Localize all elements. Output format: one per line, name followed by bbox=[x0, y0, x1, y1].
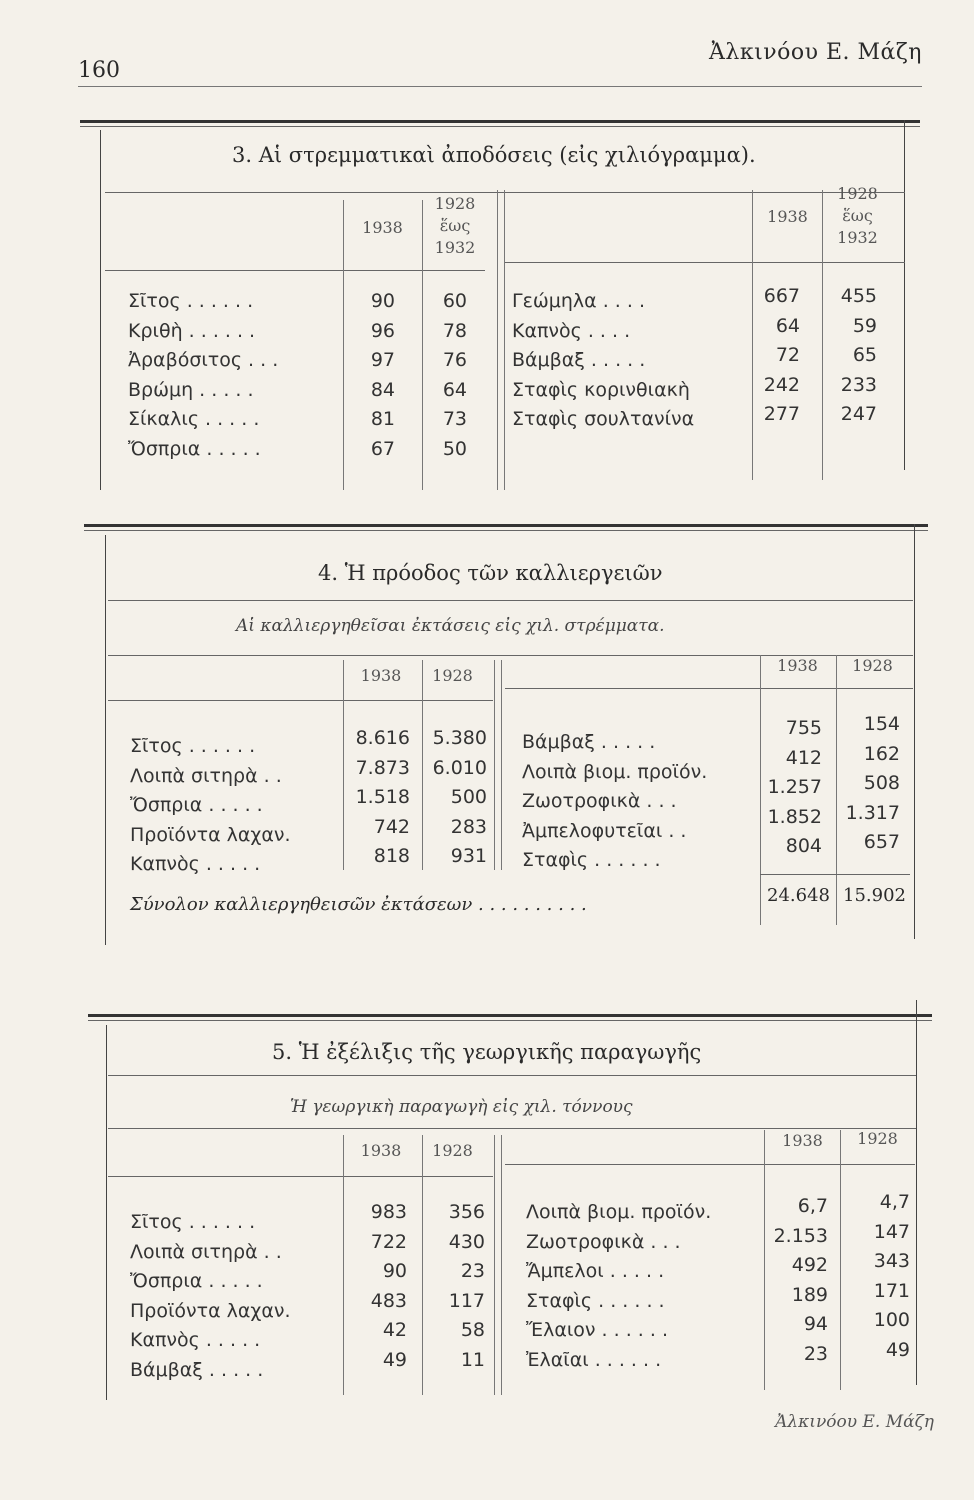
col-divider bbox=[422, 1135, 423, 1395]
subtitle-rule bbox=[108, 1128, 916, 1129]
cell-value: 117 bbox=[448, 1289, 485, 1312]
table-row: Σταφὶς σουλτανίνα bbox=[512, 408, 695, 430]
col-1928-1932-left: 1928 ἕως 1932 bbox=[434, 194, 476, 257]
right-border bbox=[916, 1000, 917, 1385]
top-rule-thin bbox=[80, 126, 920, 127]
top-rule-thin bbox=[84, 530, 928, 531]
cell-value: 1.317 bbox=[845, 801, 900, 824]
row-labels-right bbox=[526, 1198, 711, 1375]
cell-value: 49 bbox=[382, 1348, 407, 1371]
row-labels-left bbox=[130, 1208, 291, 1385]
col-1928-1932-right: 1928 ἕως 1932 bbox=[837, 184, 878, 247]
col-divider bbox=[501, 660, 502, 870]
table-row: Καπνὸς . . . . . bbox=[130, 1329, 261, 1351]
col-1938-left: 1938 bbox=[360, 666, 402, 685]
cell-value: 11 bbox=[460, 1348, 485, 1371]
cell-value: 50 bbox=[442, 437, 467, 460]
values-1938-right bbox=[764, 1192, 828, 1369]
running-header-author: Ἀλκινόου Ε. Μάζη bbox=[709, 40, 922, 65]
header-rule-right bbox=[505, 688, 913, 689]
total-rule bbox=[760, 874, 910, 875]
table-row: Καπνὸς . . . . bbox=[512, 319, 631, 342]
table-row: Σταφὶς κορινθιακὴ bbox=[512, 378, 690, 401]
cell-value: 508 bbox=[863, 772, 900, 794]
cell-value: 247 bbox=[840, 403, 877, 425]
cell-value: 60 bbox=[442, 290, 467, 312]
header-rule-right bbox=[505, 1164, 915, 1165]
table-row: Βάμβαξ . . . . . bbox=[522, 731, 656, 753]
col-divider bbox=[422, 200, 423, 490]
cell-value: 983 bbox=[370, 1201, 407, 1223]
cell-value: 1.518 bbox=[355, 786, 410, 808]
total-1928: 15.902 bbox=[843, 885, 906, 906]
col-1928-right: 1928 bbox=[857, 1129, 898, 1148]
cell-value: 81 bbox=[370, 408, 395, 430]
table-row: Ζωοτροφικὰ . . . bbox=[522, 790, 677, 812]
col-1938-right: 1938 bbox=[777, 656, 818, 675]
cell-value: 23 bbox=[803, 1342, 828, 1365]
header-rule-left bbox=[105, 270, 485, 271]
cell-value: 500 bbox=[450, 786, 487, 808]
values-1928-right bbox=[838, 710, 900, 858]
cell-value: 1.257 bbox=[767, 776, 822, 798]
table-row: Ὄσπρια . . . . . bbox=[130, 1270, 263, 1292]
section-5-subtitle: Ἡ γεωργικὴ παραγωγὴ εἰς χιλ. τόννους bbox=[290, 1097, 633, 1117]
table-row: Σταφὶς . . . . . . bbox=[526, 1289, 665, 1312]
col-divider bbox=[836, 655, 837, 925]
total-1938: 24.648 bbox=[767, 885, 830, 906]
cell-value: 8.616 bbox=[355, 727, 410, 749]
col-1938-left: 1938 bbox=[362, 218, 403, 237]
row-labels-left bbox=[130, 732, 291, 880]
values-range-right bbox=[825, 282, 877, 430]
cell-value: 242 bbox=[763, 373, 800, 396]
col-divider bbox=[422, 660, 423, 870]
values-1928-right bbox=[842, 1188, 910, 1365]
cell-value: 23 bbox=[460, 1260, 485, 1282]
cell-value: 283 bbox=[450, 815, 487, 838]
values-1938-right bbox=[762, 714, 822, 862]
table-row: Καπνὸς . . . . . bbox=[130, 853, 261, 875]
top-rule-thin bbox=[88, 1020, 932, 1021]
cell-value: 657 bbox=[863, 831, 900, 853]
page-number: 160 bbox=[78, 58, 120, 83]
cell-value: 818 bbox=[373, 845, 410, 867]
header-rule-right bbox=[505, 262, 905, 263]
table-row: Σῖτος . . . . . . bbox=[130, 1211, 256, 1233]
cell-value: 90 bbox=[370, 290, 395, 312]
col-divider bbox=[501, 1135, 502, 1395]
cell-value: 84 bbox=[370, 378, 395, 401]
header-rule-top bbox=[105, 192, 905, 193]
cell-value: 162 bbox=[863, 742, 900, 765]
section-5-title: 5. Ἡ ἐξέλιξις τῆς γεωργικῆς παραγωγῆς bbox=[272, 1040, 702, 1064]
cell-value: 6,7 bbox=[797, 1195, 828, 1217]
table-row: Ἄμπελοι . . . . . bbox=[526, 1260, 665, 1282]
header-rule-left bbox=[108, 700, 493, 701]
row-labels-left bbox=[128, 287, 278, 464]
table-row: Προϊόντα λαχαν. bbox=[130, 1299, 291, 1322]
cell-value: 147 bbox=[873, 1220, 910, 1243]
section-4-title: 4. Ἡ πρόοδος τῶν καλλιεργειῶν bbox=[318, 561, 663, 585]
col-divider bbox=[494, 660, 495, 870]
col-divider bbox=[497, 190, 498, 490]
table-row: Σῖτος . . . . . . bbox=[130, 735, 256, 757]
footer-author: Ἀλκινόου Ε. Μάζη bbox=[775, 1412, 934, 1432]
table-row: Κριθὴ . . . . . . bbox=[128, 319, 256, 342]
cell-value: 78 bbox=[442, 319, 467, 342]
section-4-subtitle: Αἱ καλλιεργηθεῖσαι ἐκτάσεις εἰς χιλ. στρέμματα. bbox=[236, 616, 665, 636]
cell-value: 58 bbox=[460, 1319, 485, 1341]
col-divider bbox=[343, 1135, 344, 1395]
cell-value: 76 bbox=[442, 349, 467, 371]
cell-value: 96 bbox=[370, 319, 395, 342]
cell-value: 97 bbox=[370, 349, 395, 371]
table-row: Ἀμπελοφυτεῖαι . . bbox=[522, 819, 687, 842]
row-labels-right bbox=[522, 728, 707, 876]
values-1938-left bbox=[345, 724, 410, 872]
cell-value: 72 bbox=[775, 344, 800, 366]
table-row: Ἀραβόσιτος . . . bbox=[128, 349, 279, 371]
table-row: Ὄσπρια . . . . . bbox=[130, 794, 263, 816]
cell-value: 931 bbox=[450, 845, 487, 867]
table-row: Σταφὶς . . . . . . bbox=[522, 849, 661, 871]
values-1938-left bbox=[345, 287, 395, 464]
left-border bbox=[105, 535, 106, 945]
table-row: Βάμβαξ . . . . . bbox=[130, 1358, 264, 1381]
top-rule bbox=[84, 524, 928, 527]
values-1928-left bbox=[425, 1198, 485, 1375]
cell-value: 5.380 bbox=[432, 727, 487, 749]
col-divider bbox=[840, 1130, 841, 1390]
cell-value: 67 bbox=[370, 437, 395, 460]
header-rule bbox=[78, 86, 922, 87]
row-labels-right bbox=[512, 287, 694, 435]
values-range-left bbox=[425, 287, 467, 464]
left-border bbox=[100, 130, 101, 490]
col-1928-right: 1928 bbox=[852, 656, 893, 675]
cell-value: 277 bbox=[763, 403, 800, 425]
col-1928-left: 1928 bbox=[432, 1141, 473, 1160]
title-rule bbox=[108, 600, 913, 601]
col-divider bbox=[343, 660, 344, 870]
cell-value: 94 bbox=[803, 1313, 828, 1335]
cell-value: 4,7 bbox=[879, 1191, 910, 1213]
table-row: Βάμβαξ . . . . . bbox=[512, 349, 646, 371]
cell-value: 7.873 bbox=[355, 756, 410, 779]
cell-value: 492 bbox=[791, 1254, 828, 1276]
cell-value: 412 bbox=[785, 746, 822, 769]
cell-value: 90 bbox=[382, 1260, 407, 1282]
section-3-title: 3. Αἱ στρεμματικαὶ ἀποδόσεις (εἰς χιλιόγραμμα). bbox=[232, 143, 756, 167]
right-border bbox=[914, 524, 915, 939]
values-1928-left bbox=[425, 724, 487, 872]
cell-value: 1.852 bbox=[767, 805, 822, 828]
col-divider bbox=[822, 190, 823, 480]
cell-value: 755 bbox=[785, 717, 822, 739]
table-row: Σίκαλις . . . . . bbox=[128, 408, 260, 430]
title-rule bbox=[108, 1075, 916, 1076]
cell-value: 430 bbox=[448, 1230, 485, 1253]
cell-value: 59 bbox=[852, 314, 877, 337]
table-row: Ὄσπρια . . . . . bbox=[128, 437, 261, 460]
cell-value: 73 bbox=[442, 408, 467, 430]
table-row: Σῖτος . . . . . . bbox=[128, 290, 254, 312]
cell-value: 343 bbox=[873, 1250, 910, 1272]
cell-value: 65 bbox=[852, 344, 877, 366]
table-row: Λοιπὰ σιτηρὰ . . bbox=[130, 764, 282, 787]
col-divider bbox=[494, 1135, 495, 1395]
cell-value: 667 bbox=[763, 285, 800, 307]
cell-value: 42 bbox=[382, 1319, 407, 1341]
cell-value: 49 bbox=[885, 1338, 910, 1361]
table-row: Λοιπὰ σιτηρὰ . . bbox=[130, 1240, 282, 1263]
col-1938-left: 1938 bbox=[360, 1141, 402, 1160]
right-border bbox=[904, 120, 905, 470]
table-row: Προϊόντα λαχαν. bbox=[130, 823, 291, 846]
table-row: Λοιπὰ βιομ. προϊόν. bbox=[526, 1201, 712, 1223]
header-rule-left bbox=[108, 1176, 493, 1177]
cell-value: 64 bbox=[775, 314, 800, 337]
cell-value: 64 bbox=[442, 378, 467, 401]
table-row: Γεώμηλα . . . . bbox=[512, 290, 645, 312]
cell-value: 171 bbox=[873, 1279, 910, 1302]
cell-value: 2.153 bbox=[773, 1224, 828, 1247]
cell-value: 189 bbox=[791, 1283, 828, 1306]
col-divider bbox=[504, 190, 505, 490]
cell-value: 455 bbox=[840, 285, 877, 307]
table-row: Βρώμη . . . . . bbox=[128, 378, 254, 401]
table-row: Λοιπὰ βιομ. προϊόν. bbox=[522, 760, 708, 783]
table-row: Ἐλαῖαι . . . . . . bbox=[526, 1348, 662, 1371]
cell-value: 6.010 bbox=[432, 756, 487, 779]
cell-value: 722 bbox=[370, 1230, 407, 1253]
top-rule bbox=[80, 120, 920, 123]
cell-value: 804 bbox=[785, 835, 822, 857]
values-1938-right bbox=[755, 282, 800, 430]
cell-value: 233 bbox=[840, 373, 877, 396]
col-1928-left: 1928 bbox=[432, 666, 473, 685]
col-divider bbox=[752, 190, 753, 480]
values-1938-left bbox=[345, 1198, 407, 1375]
top-rule bbox=[88, 1014, 932, 1017]
col-divider bbox=[343, 200, 344, 490]
table-row: Ἔλαιον . . . . . . bbox=[526, 1319, 668, 1341]
col-divider bbox=[760, 655, 761, 925]
cell-value: 154 bbox=[863, 713, 900, 735]
left-border bbox=[106, 1025, 107, 1400]
cell-value: 100 bbox=[873, 1309, 910, 1331]
cell-value: 483 bbox=[370, 1289, 407, 1312]
cell-value: 742 bbox=[373, 815, 410, 838]
total-label: Σύνολον καλλιεργηθεισῶν ἐκτάσεων . . . . . . . . . . bbox=[130, 894, 587, 915]
cell-value: 356 bbox=[448, 1201, 485, 1223]
table-row: Ζωοτροφικὰ . . . bbox=[526, 1230, 681, 1253]
col-1938-right: 1938 bbox=[782, 1131, 823, 1150]
col-1938-right: 1938 bbox=[767, 207, 808, 226]
